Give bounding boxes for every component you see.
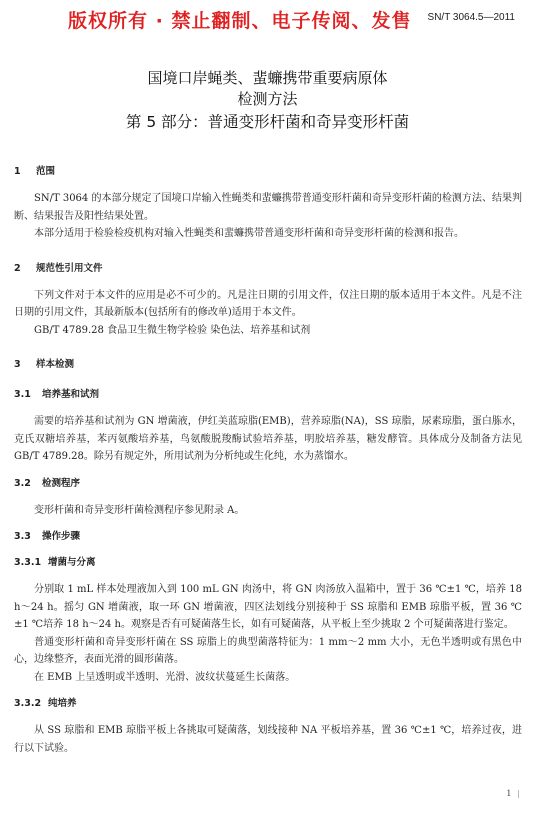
- section-number: 1: [14, 166, 21, 177]
- section-title: 增菌与分离: [48, 557, 96, 568]
- section-number: 3.2: [14, 477, 31, 489]
- subsection-heading-3-3: [14, 529, 524, 545]
- enrichment-paragraph-2: 普通变形杆菌和奇异变形杆菌在 SS 琼脂上的典型菌落特征为：1 mm～2 mm 大小，无色半透明或有黑色中心，边缘整齐，表面光滑的圆形菌落。: [14, 636, 522, 665]
- subsection-heading-3-2: [14, 476, 524, 492]
- section-title: 范围: [36, 166, 56, 177]
- title-line-3: 第 5 部分：普通变形杆菌和奇异变形杆菌: [125, 113, 410, 131]
- page-number: 1: [506, 788, 511, 798]
- section-number: 3.3.1: [14, 557, 42, 568]
- section-heading-2: [14, 261, 524, 277]
- subsection-heading-3-3-1: [14, 555, 524, 571]
- standard-number: SN/T 3064.5—2011: [427, 12, 515, 23]
- scope-paragraph-1: SN/T 3064 的本部分规定了国境口岸输入性蝇类和蜚蠊携带普通变形杆菌和奇异变形杆菌的检测方法、结果判断、结果报告及阳性结果处置。: [14, 193, 522, 222]
- enrichment-paragraph-1: 分别取 1 mL 样本处理液加入到 100 mL GN 肉汤中，将 GN 肉汤放入温箱中，置于 36 ℃±1 ℃，培养 18 h～24 h。摇匀 GN 增菌液，取一环 GN 增菌液，四区法划线分别接种于 SS 琼脂和 EMB 琼脂平板，置 36 ℃±1 ℃培养 18 h～24 h。观察是否有可疑菌落生长，如有可疑菌落，从平板上至少挑取 2 个可疑菌落进行鉴定。: [14, 584, 522, 630]
- section-heading-3: [14, 357, 524, 373]
- section-number: 3: [14, 359, 21, 370]
- enrichment-paragraph-3: 在 EMB 上呈透明或半透明、光滑、波纹状蔓延生长菌落。: [34, 671, 296, 683]
- section-number: 3.1: [14, 389, 31, 400]
- reference-item: GB/T 4789.28 食品卫生微生物学检验 染色法、培养基和试剂: [34, 324, 311, 336]
- section-heading-1: [14, 164, 524, 180]
- section-number: 2: [14, 262, 21, 274]
- title-line-1: 国境口岸蝇类、蜚蠊携带重要病原体: [147, 69, 388, 87]
- section-title: 培养基和试剂: [42, 389, 100, 400]
- document-title: [0, 68, 535, 134]
- section-number: 3.3.2: [14, 698, 42, 709]
- section-title: 规范性引用文件: [36, 262, 103, 274]
- subsection-heading-3-1: [14, 387, 524, 403]
- section-title: 操作步骤: [42, 531, 81, 542]
- section-title: 检测程序: [42, 477, 81, 489]
- document-body: [14, 164, 524, 757]
- references-paragraph: 下列文件对于本文件的应用是必不可少的。凡是注日期的引用文件，仅注日期的版本适用于本文件。凡是不注日期的引用文件，其最新版本(包括所有的修改单)适用于本文件。: [14, 289, 522, 318]
- scope-paragraph-2: 本部分适用于检验检疫机构对输入性蝇类和蜚蠊携带普通变形杆菌和奇异变形杆菌的检测和报告。: [34, 228, 464, 239]
- section-title: 纯培养: [48, 698, 77, 709]
- subsection-heading-3-3-2: [14, 696, 524, 712]
- media-reagents-paragraph: 需要的培养基和试剂为 GN 增菌液，伊红美蓝琼脂(EMB)，营养琼脂(NA)，SS 琼脂，尿素琼脂，蛋白胨水，克氏双糖培养基，苯丙氨酸培养基，鸟氨酸脱羧酶试验培养基，明胶培养基，糖发酵管。具体成分及制备方法见 GB/T 4789.28。除另有规定外，所用试剂为分析纯或生化纯，水为蒸馏水。: [14, 416, 522, 462]
- section-number: 3.3: [14, 531, 31, 542]
- copyright-watermark: 版权所有 · 禁止翻制、电子传阅、发售: [68, 10, 412, 32]
- pure-culture-paragraph: 从 SS 琼脂和 EMB 琼脂平板上各挑取可疑菌落，划线接种 NA 平板培养基，置 36 ℃±1 ℃，培养过夜，进行以下试验。: [14, 725, 522, 754]
- section-title: 样本检测: [36, 359, 75, 370]
- title-line-2: 检测方法: [237, 90, 298, 108]
- procedure-paragraph: 变形杆菌和奇异变形杆菌检测程序参见附录 A。: [34, 504, 245, 516]
- margin-mark: [518, 790, 519, 798]
